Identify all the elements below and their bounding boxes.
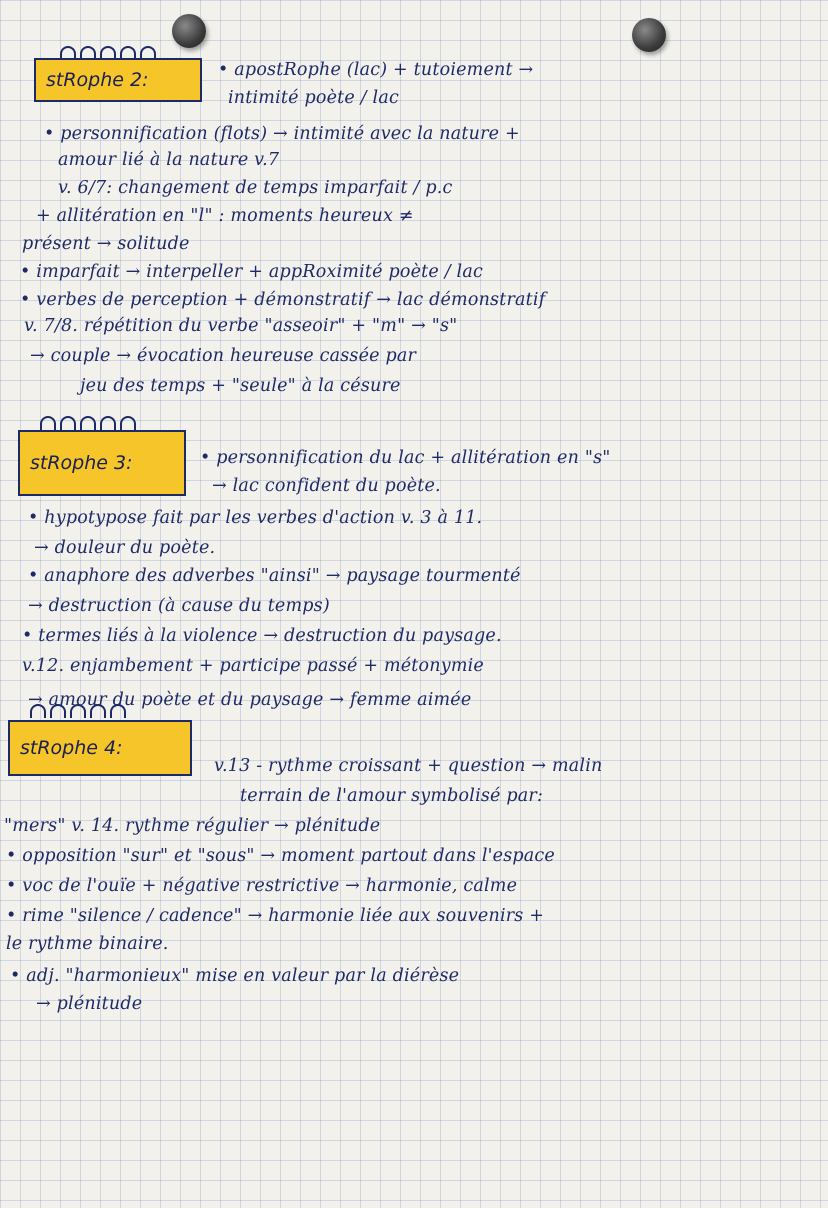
note-line: • verbes de perception + démonstratif → lac démonstratif: [20, 290, 546, 310]
note-line: v. 7/8. répétition du verbe "asseoir" + "m" → "s": [24, 316, 458, 336]
section-label-strophe-4: stRophe 4:: [8, 720, 192, 776]
note-line: → amour du poète et du paysage → femme aimée: [28, 690, 472, 710]
note-line: le rythme binaire.: [6, 934, 169, 954]
section-label-strophe-2: stRophe 2:: [34, 58, 202, 102]
note-line: • rime "silence / cadence" → harmonie liée aux souvenirs +: [6, 906, 545, 926]
note-line: terrain de l'amour symbolisé par:: [240, 786, 544, 806]
pushpin-left: [172, 14, 206, 48]
spiral-doodle-strophe-4: [30, 704, 126, 718]
note-line: • voc de l'ouïe + négative restrictive → harmonie, calme: [6, 876, 518, 896]
note-line: intimité poète / lac: [228, 88, 399, 108]
spiral-doodle-strophe-3: [40, 416, 136, 430]
note-line: • personnification (flots) → intimité avec la nature +: [44, 124, 520, 144]
note-line: jeu des temps + "seule" à la césure: [80, 376, 401, 396]
section-label-strophe-3: stRophe 3:: [18, 430, 186, 496]
note-line: • adj. "harmonieux" mise en valeur par la diérèse: [10, 966, 460, 986]
note-line: • opposition "sur" et "sous" → moment partout dans l'espace: [6, 846, 555, 866]
note-line: → douleur du poète.: [34, 538, 216, 558]
note-line: amour lié à la nature v.7: [58, 150, 280, 170]
note-line: présent → solitude: [22, 234, 190, 254]
note-line: • imparfait → interpeller + appRoximité poète / lac: [20, 262, 483, 282]
note-line: v.13 - rythme croissant + question → malin: [214, 756, 603, 776]
note-line: → plénitude: [36, 994, 143, 1014]
note-line: "mers" v. 14. rythme régulier → plénitude: [4, 816, 381, 836]
note-line: • personnification du lac + allitération en "s": [200, 448, 611, 468]
note-line: • hypotypose fait par les verbes d'action v. 3 à 11.: [28, 508, 483, 528]
note-line: → couple → évocation heureuse cassée par: [30, 346, 417, 366]
note-line: • apostRophe (lac) + tutoiement →: [218, 60, 534, 80]
note-line: + allitération en "l" : moments heureux ≠: [36, 206, 414, 226]
note-line: → lac confident du poète.: [212, 476, 441, 496]
pushpin-right: [632, 18, 666, 52]
note-line: → destruction (à cause du temps): [28, 596, 330, 616]
note-line: • termes liés à la violence → destruction du paysage.: [22, 626, 502, 646]
note-line: • anaphore des adverbes "ainsi" → paysage tourmenté: [28, 566, 521, 586]
note-line: v.12. enjambement + participe passé + métonymie: [22, 656, 484, 676]
note-line: v. 6/7: changement de temps imparfait / p.c: [58, 178, 453, 198]
